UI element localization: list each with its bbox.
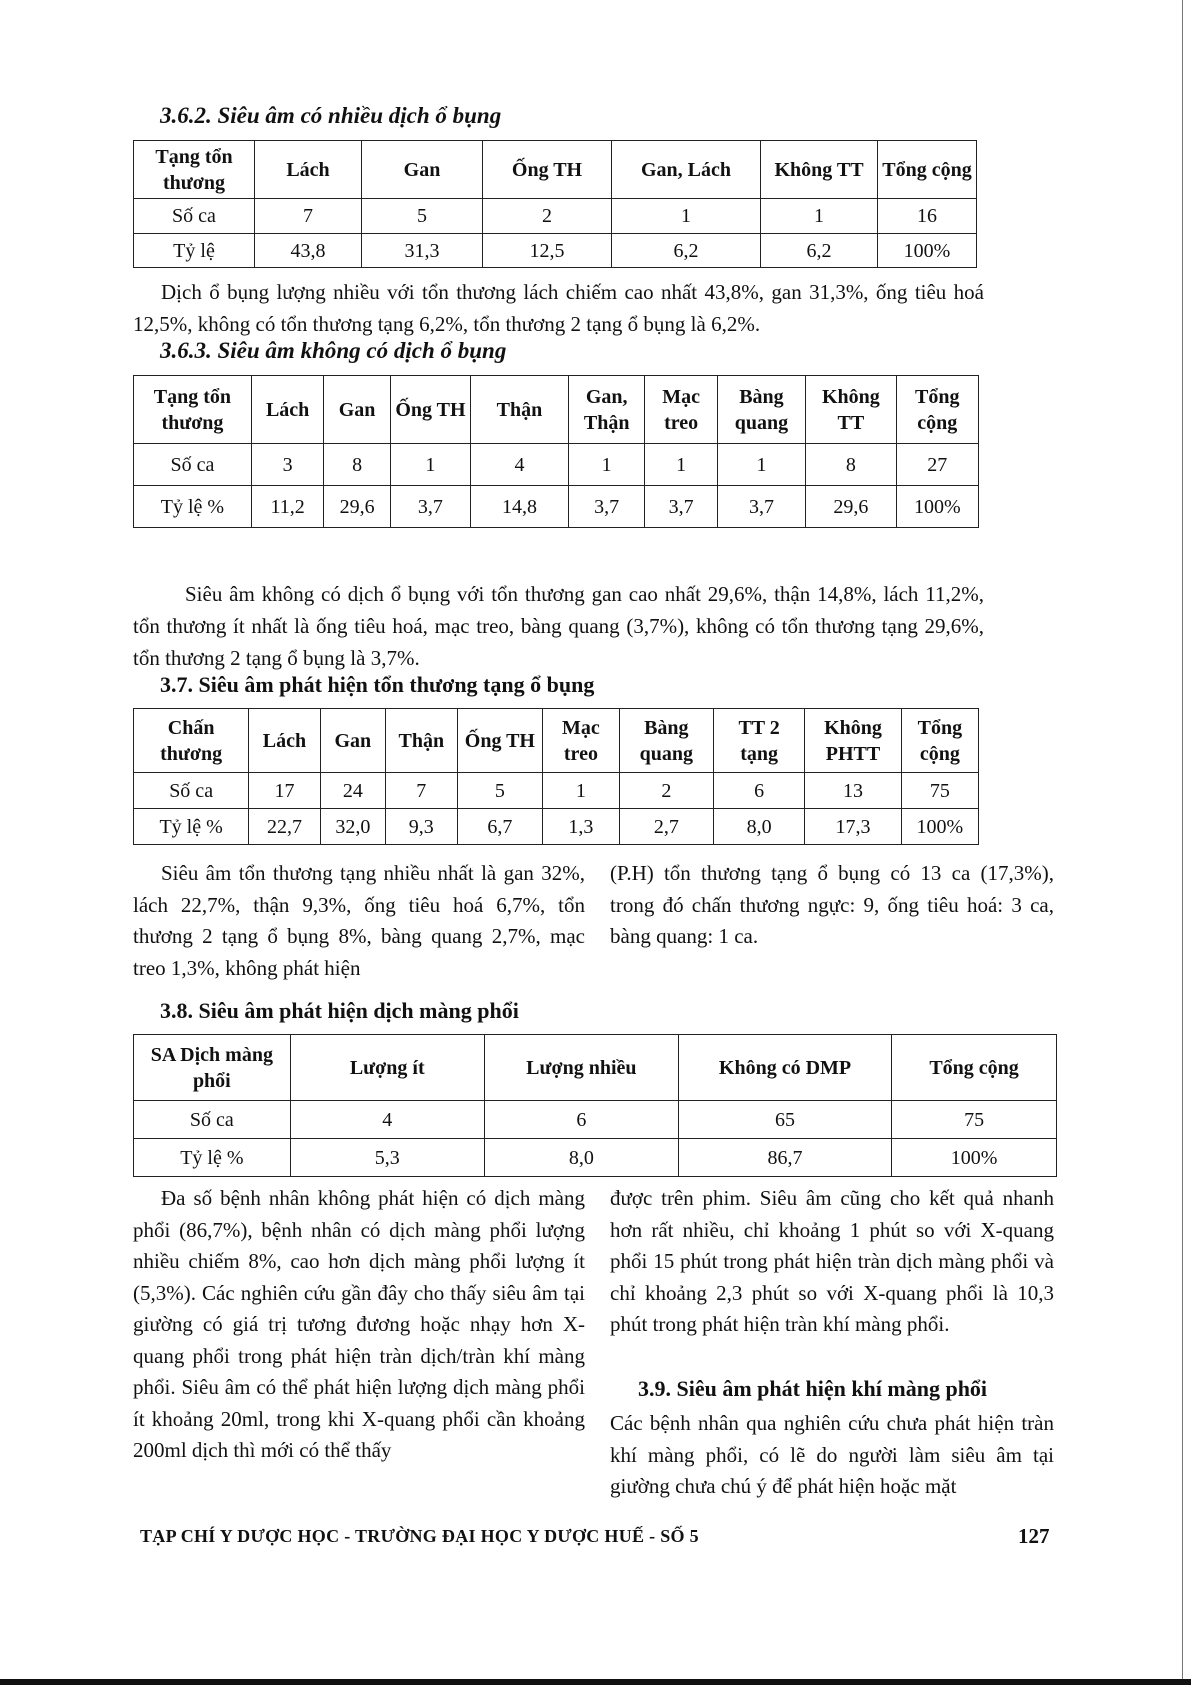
table-cell: 86,7: [678, 1139, 891, 1177]
paragraph-3-7-right: (P.H) tổn thương tạng ổ bụng có 13 ca (17,3%), trong đó chấn thương ngực: 9, ống tiêu hoá: 3 ca, bàng quang: 1 ca.: [610, 861, 1054, 948]
table-cell: 1: [568, 444, 644, 486]
table-cell: 1: [717, 444, 805, 486]
table-cell: 12,5: [483, 234, 612, 268]
table-header: Mạc treo: [645, 376, 717, 444]
table-header: Ống TH: [457, 709, 543, 773]
table-header: SA Dịch màng phổi: [134, 1035, 291, 1101]
table-cell: 6,2: [761, 234, 878, 268]
table-cell: Số ca: [134, 199, 255, 234]
table-cell: 3,7: [645, 486, 717, 528]
table-header: Bàng quang: [619, 709, 713, 773]
table-cell: 16: [878, 199, 977, 234]
table-cell: 14,8: [471, 486, 569, 528]
table-cell: Tỷ lệ %: [134, 1139, 291, 1177]
table-cell: 4: [290, 1101, 484, 1139]
table-3-7: [133, 708, 979, 845]
table-cell: Tỷ lệ %: [134, 809, 249, 845]
page-number: 127: [1018, 1524, 1050, 1548]
table-cell: Tỷ lệ: [134, 234, 255, 268]
section-heading-3-6-3: 3.6.3. Siêu âm không có dịch ổ bụng: [160, 338, 507, 363]
table-header: Không có DMP: [678, 1035, 891, 1101]
table-cell: 8,0: [484, 1139, 678, 1177]
table-cell: 3,7: [717, 486, 805, 528]
table-cell: 22,7: [249, 809, 320, 845]
table-header: Lách: [255, 141, 362, 199]
table-cell: 43,8: [255, 234, 362, 268]
table-header: Thận: [471, 376, 569, 444]
table-cell: 1: [645, 444, 717, 486]
journal-footer: TẠP CHÍ Y DƯỢC HỌC - TRƯỜNG ĐẠI HỌC Y DƯỢC HUẾ - SỐ 5: [140, 1526, 699, 1546]
table-cell: Tỷ lệ %: [134, 486, 252, 528]
table-cell: 100%: [892, 1139, 1057, 1177]
table-header: Không TT: [806, 376, 896, 444]
table-cell: 6,7: [457, 809, 543, 845]
table-header: Gan, Lách: [612, 141, 761, 199]
table-cell: 100%: [901, 809, 978, 845]
table-cell: 1: [612, 199, 761, 234]
section-heading-3-6-2: 3.6.2. Siêu âm có nhiều dịch ổ bụng: [160, 103, 502, 128]
table-header: Tổng cộng: [901, 709, 978, 773]
table-header: Tổng cộng: [878, 141, 977, 199]
table-cell: 7: [255, 199, 362, 234]
paragraph-3-8-right: được trên phim. Siêu âm cũng cho kết quả nhanh hơn rất nhiều, chỉ khoảng 1 phút so với X-quang phổi 15 phút trong phát hiện tràn dịch màng phổi và chỉ khoảng 2,3 phút so với X-quang phổi là 10,3 phút trong phát hiện tràn khí màng phổi.: [610, 1186, 1054, 1336]
table-cell: 29,6: [324, 486, 390, 528]
table-cell: Số ca: [134, 773, 249, 809]
table-cell: 2,7: [619, 809, 713, 845]
table-header: Thận: [386, 709, 458, 773]
table-header: Lách: [249, 709, 320, 773]
table-cell: 27: [896, 444, 978, 486]
paragraph-3-6-2: Dịch ổ bụng lượng nhiều với tổn thương lách chiếm cao nhất 43,8%, gan 31,3%, ống tiêu hoá 12,5%, không có tổn thương tạng 6,2%, tổn thương 2 tạng ổ bụng là 6,2%.: [133, 280, 984, 336]
table-cell: 8: [806, 444, 896, 486]
table-cell: 6: [713, 773, 804, 809]
table-cell: 5,3: [290, 1139, 484, 1177]
table-cell: 9,3: [386, 809, 458, 845]
table-header: Bàng quang: [717, 376, 805, 444]
table-cell: 4: [471, 444, 569, 486]
table-cell: 1: [390, 444, 470, 486]
table-header: Lách: [251, 376, 324, 444]
table-3-8: [133, 1034, 1057, 1177]
table-header: Ống TH: [483, 141, 612, 199]
table-cell: 1,3: [543, 809, 619, 845]
table-cell: 5: [457, 773, 543, 809]
table-cell: 75: [892, 1101, 1057, 1139]
table-header: TT 2 tạng: [713, 709, 804, 773]
table-cell: 7: [386, 773, 458, 809]
table-cell: 29,6: [806, 486, 896, 528]
table-cell: 24: [320, 773, 385, 809]
paragraph-3-8-left: Đa số bệnh nhân không phát hiện có dịch màng phổi (86,7%), bệnh nhân có dịch màng phổi lượng nhiều chiếm 8%, cao hơn dịch màng phổi lượng ít (5,3%). Các nghiên cứu gần đây cho thấy siêu âm tại giường có giá trị tương đương hoặc nhạy hơn X-quang phổi trong phát hiện tràn dịch/tràn khí màng phổi. Siêu âm có thể phát hiện lượng dịch màng phổi ít khoảng 20ml, trong khi X-quang phổi cần khoảng 200ml dịch thì mới có thể thấy: [133, 1186, 585, 1462]
table-header: Tổng cộng: [892, 1035, 1057, 1101]
table-cell: 100%: [896, 486, 978, 528]
table-cell: 75: [901, 773, 978, 809]
table-cell: 1: [761, 199, 878, 234]
page-edge-line: [1182, 0, 1183, 1685]
table-cell: 31,3: [362, 234, 483, 268]
table-header: Không TT: [761, 141, 878, 199]
table-header: Tạng tổn thương: [134, 141, 255, 199]
section-heading-3-7: 3.7. Siêu âm phát hiện tổn thương tạng ổ bụng: [160, 672, 595, 697]
table-header: Lượng nhiều: [484, 1035, 678, 1101]
table-cell: 1: [543, 773, 619, 809]
table-cell: 17,3: [805, 809, 902, 845]
scan-bottom-edge: [0, 1679, 1191, 1685]
table-cell: 5: [362, 199, 483, 234]
table-header: Gan: [324, 376, 390, 444]
table-cell: 3: [251, 444, 324, 486]
table-cell: 11,2: [251, 486, 324, 528]
table-header: Tổng cộng: [896, 376, 978, 444]
table-header: Không PHTT: [805, 709, 902, 773]
table-cell: 2: [619, 773, 713, 809]
table-header: Lượng ít: [290, 1035, 484, 1101]
table-3-6-2: [133, 140, 977, 268]
section-heading-3-9: 3.9. Siêu âm phát hiện khí màng phổi: [638, 1376, 988, 1401]
table-header: Tạng tổn thương: [134, 376, 252, 444]
table-header: Ống TH: [390, 376, 470, 444]
table-cell: Số ca: [134, 444, 252, 486]
table-cell: 13: [805, 773, 902, 809]
table-cell: 65: [678, 1101, 891, 1139]
table-cell: 100%: [878, 234, 977, 268]
table-cell: 32,0: [320, 809, 385, 845]
table-cell: 17: [249, 773, 320, 809]
table-cell: 6,2: [612, 234, 761, 268]
table-header: Gan: [362, 141, 483, 199]
section-heading-3-8: 3.8. Siêu âm phát hiện dịch màng phổi: [160, 998, 519, 1023]
paragraph-3-9-right: Các bệnh nhân qua nghiên cứu chưa phát hiện tràn khí màng phổi, có lẽ do người làm siêu âm tại giường chưa chú ý để phát hiện hoặc mặt: [610, 1411, 1054, 1498]
paragraph-3-7-left: Siêu âm tổn thương tạng nhiều nhất là gan 32%, lách 22,7%, thận 9,3%, ống tiêu hoá 6,7%, tổn thương 2 tạng ổ bụng 8%, bàng quang 2,7%, mạc treo 1,3%, không phát hiện: [133, 861, 585, 980]
table-cell: 3,7: [390, 486, 470, 528]
paragraph-3-6-3: Siêu âm không có dịch ổ bụng với tổn thương gan cao nhất 29,6%, thận 14,8%, lách 11,2%, tổn thương ít nhất là ống tiêu hoá, mạc treo, bàng quang (3,7%), không có tổn thương tạng 29,6%, tổn thương 2 tạng ổ bụng là 3,7%.: [133, 582, 984, 670]
table-header: Gan: [320, 709, 385, 773]
table-header: Chấn thương: [134, 709, 249, 773]
table-cell: 2: [483, 199, 612, 234]
table-3-6-3: [133, 375, 979, 528]
table-cell: 8,0: [713, 809, 804, 845]
table-cell: 3,7: [568, 486, 644, 528]
table-header: Gan, Thận: [568, 376, 644, 444]
table-cell: 8: [324, 444, 390, 486]
table-cell: 6: [484, 1101, 678, 1139]
table-header: Mạc treo: [543, 709, 619, 773]
table-cell: Số ca: [134, 1101, 291, 1139]
